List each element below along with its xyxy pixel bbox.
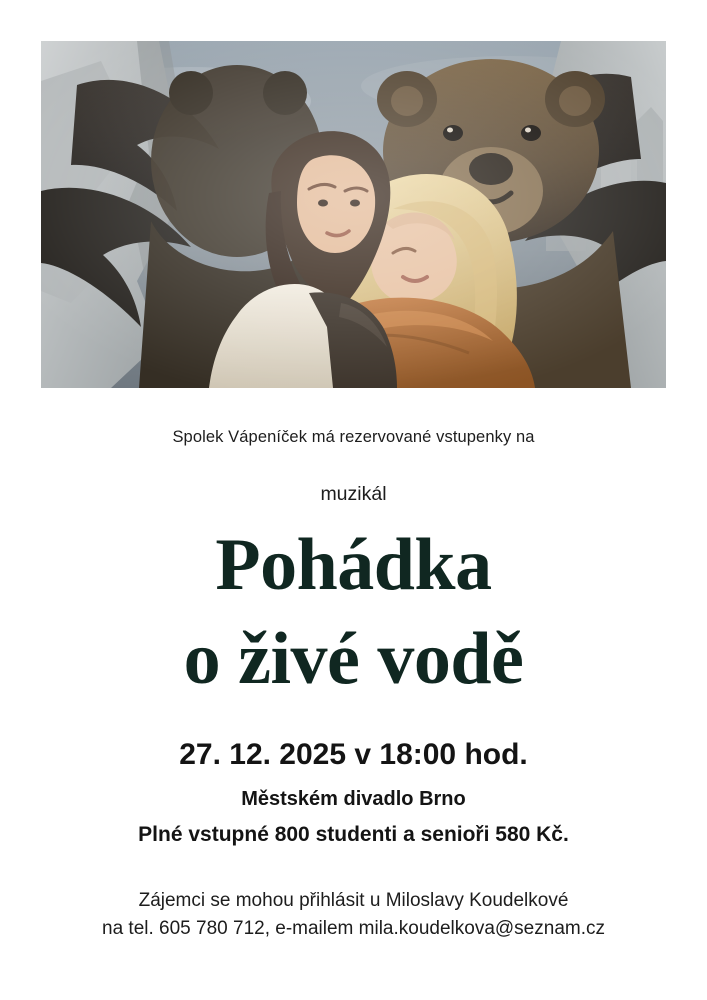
page-title (183, 524, 524, 700)
event-datetime: 27. 12. 2025 v 18:00 hod. (179, 738, 528, 771)
genre-label: muzikál (320, 483, 387, 505)
title-line-1: Pohádka (215, 524, 492, 606)
poster-image (41, 41, 666, 388)
ticket-price: Plné vstupné 800 studenti a senioři 580 Kč. (138, 823, 569, 846)
contact-line-2: na tel. 605 780 712, e-mailem mila.koudelkova@seznam.cz (102, 917, 605, 939)
title-line-2: o živé vodě (183, 618, 524, 700)
poster-artwork (41, 41, 666, 388)
contact-info (102, 887, 605, 942)
event-venue: Městském divadlo Brno (241, 788, 466, 810)
contact-line-1: Zájemci se mohou přihlásit u Miloslavy Koudelkové (138, 890, 569, 911)
intro-text: Spolek Vápeníček má rezervované vstupenky na (172, 428, 535, 446)
